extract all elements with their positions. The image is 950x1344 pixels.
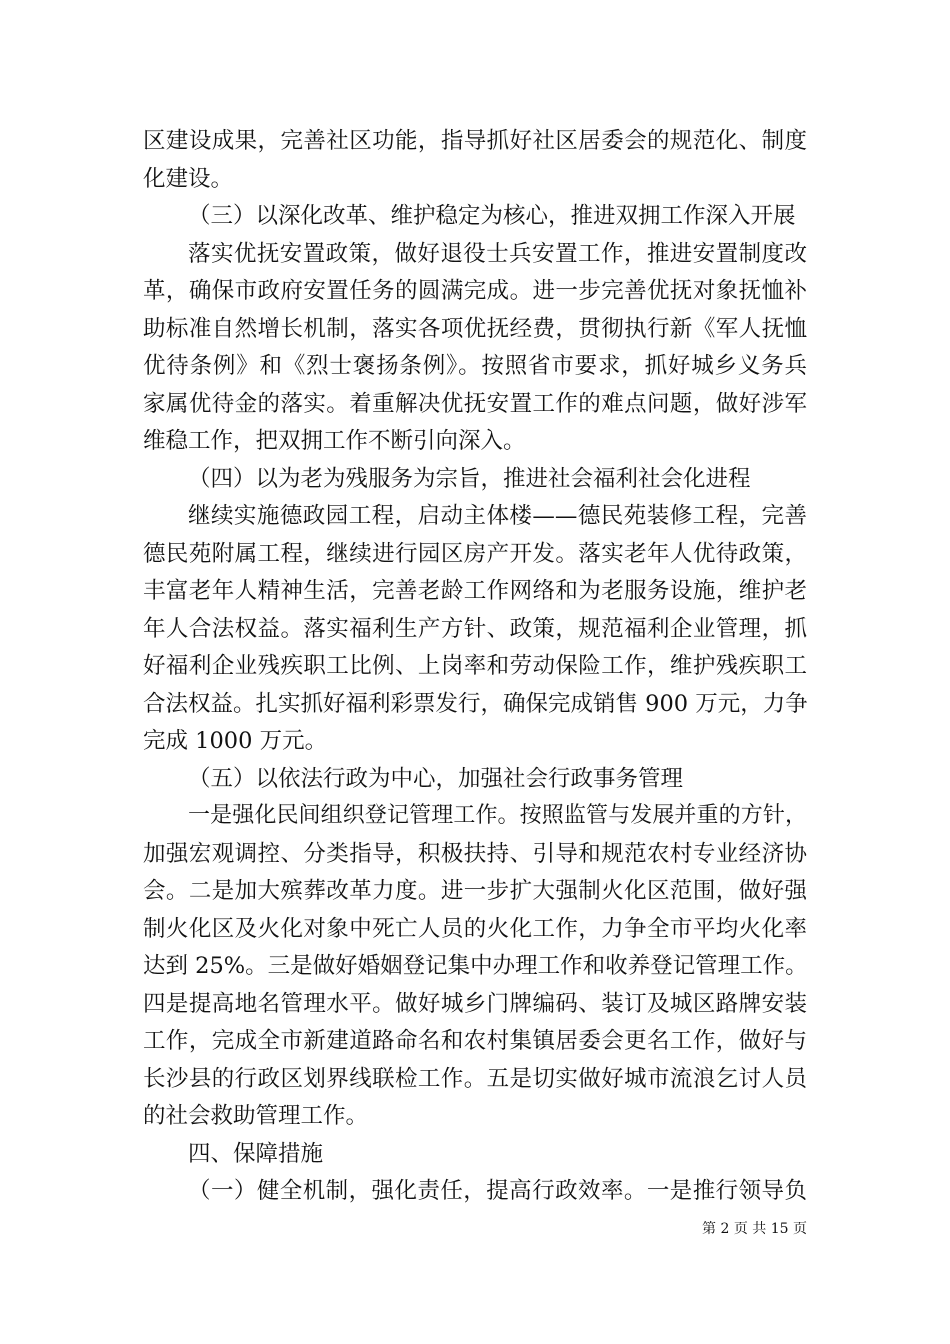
section-heading-four: 四、保障措施: [188, 1141, 324, 1167]
text-line-5: 革，确保市政府安置任务的圆满完成。进一步完善优抚对象抚恤补: [143, 278, 807, 304]
text-line-25: 工作，完成全市新建道路命名和农村集镇居委会更名工作，做好与: [143, 1028, 807, 1054]
text-line-26: 长沙县的行政区划界线联检工作。五是切实做好城市流浪乞讨人员: [143, 1066, 807, 1092]
text-line-22: 制火化区及火化对象中死亡人员的火化工作，力争全市平均火化率: [143, 916, 807, 942]
text-line-15: 好福利企业残疾职工比例、上岗率和劳动保险工作，维护残疾职工: [143, 653, 807, 679]
text-line-9: 维稳工作，把双拥工作不断引向深入。: [143, 428, 526, 454]
text-line-8: 家属优待金的落实。着重解决优抚安置工作的难点问题，做好涉军: [143, 391, 807, 417]
text-line-20: 加强宏观调控、分类指导，积极扶持、引导和规范农村专业经济协: [143, 841, 807, 867]
section-heading-3: （三）以深化改革、维护稳定为核心，推进双拥工作深入开展: [188, 203, 796, 229]
text-line-21: 会。二是加大殡葬改革力度。进一步扩大强制火化区范围，做好强: [143, 878, 807, 904]
text-line-24: 四是提高地名管理水平。做好城乡门牌编码、装订及城区路牌安装: [143, 991, 807, 1017]
text-line-14: 年人合法权益。落实福利生产方针、政策，规范福利企业管理，抓: [143, 616, 807, 642]
text-line-6: 助标准自然增长机制，落实各项优抚经费，贯彻执行新《军人抚恤: [143, 316, 807, 342]
section-heading-4: （四）以为老为残服务为宗旨，推进社会福利社会化进程: [188, 466, 751, 492]
text-line-13: 丰富老年人精神生活，完善老龄工作网络和为老服务设施，维护老: [143, 578, 807, 604]
page-number-footer: 第 2 页 共 15 页: [702, 1221, 807, 1237]
text-line-23: 达到 25%。三是做好婚姻登记集中办理工作和收养登记管理工作。: [143, 953, 808, 979]
text-line-7: 优待条例》和《烈士褒扬条例》。按照省市要求，抓好城乡义务兵: [143, 353, 807, 379]
text-line-2: 化建设。: [143, 166, 234, 192]
section-heading-5: （五）以依法行政为中心，加强社会行政事务管理: [188, 766, 684, 792]
text-line-12: 德民苑附属工程，继续进行园区房产开发。落实老年人优待政策，: [143, 541, 807, 567]
text-line-27: 的社会救助管理工作。: [143, 1103, 369, 1129]
text-line-11: 继续实施德政园工程，启动主体楼——德民苑装修工程，完善: [188, 503, 807, 529]
text-line-17: 完成 1000 万元。: [143, 728, 328, 754]
text-line-19: 一是强化民间组织登记管理工作。按照监管与发展并重的方针，: [188, 803, 807, 828]
text-line-29: （一）健全机制，强化责任，提高行政效率。一是推行领导负: [188, 1178, 807, 1204]
text-line-4: 落实优抚安置政策，做好退役士兵安置工作，推进安置制度改: [188, 241, 807, 267]
text-line-16: 合法权益。扎实抓好福利彩票发行，确保完成销售 900 万元，力争: [143, 691, 808, 717]
text-line-1: 区建设成果，完善社区功能，指导抓好社区居委会的规范化、制度: [143, 128, 807, 154]
